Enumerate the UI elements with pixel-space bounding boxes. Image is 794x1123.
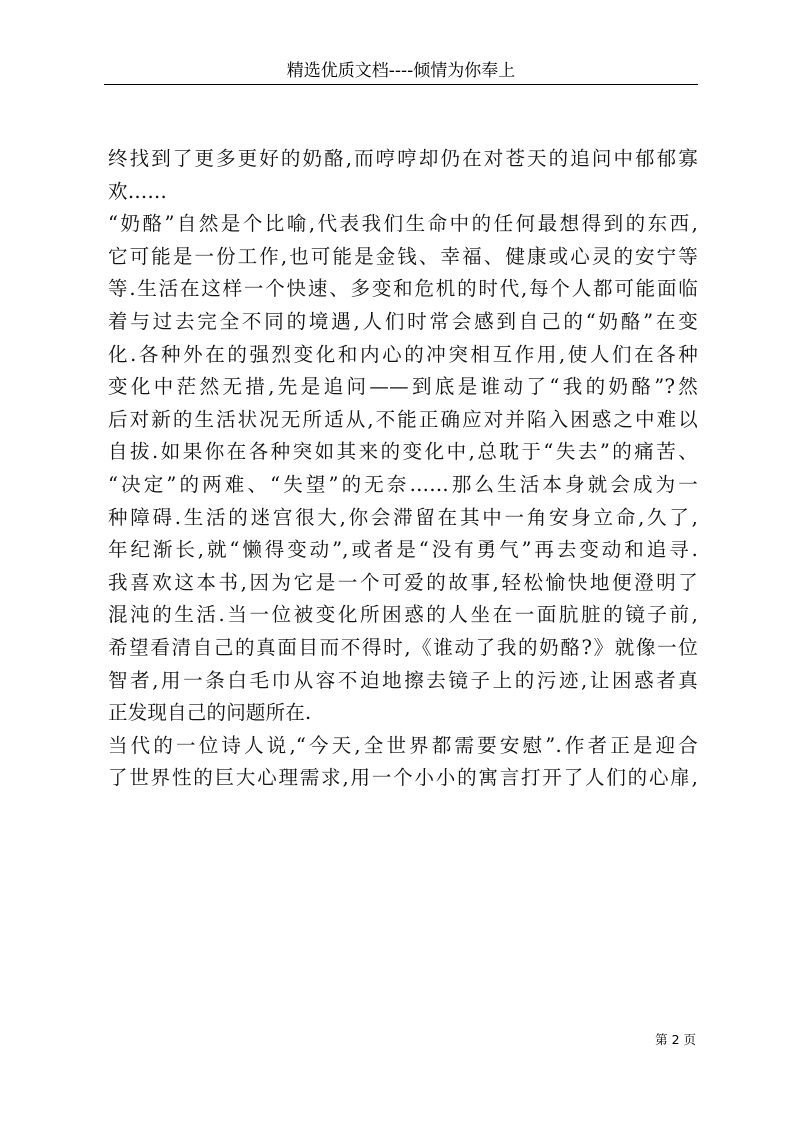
text-line: 希望看清自己的真面目而不得时,《谁动了我的奶酪?》就像一位 [108, 635, 698, 659]
text-line: 混沌的生活.当一位被变化所困惑的人坐在一面肮脏的镜子前, [108, 603, 698, 627]
text-line: 变化中茫然无措,先是追问——到底是谁动了“我的奶酪”?然 [108, 375, 698, 399]
text-line: 它可能是一份工作,也可能是金钱、幸福、健康或心灵的安宁等 [108, 244, 698, 268]
text-line: 种障碍.生活的迷宫很大,你会滞留在其中一角安身立命,久了, [108, 505, 698, 529]
text-line: 终找到了更多更好的奶酪,而哼哼却仍在对苍天的追问中郁郁寡 [108, 147, 698, 170]
text-line: 后对新的生活状况无所适从,不能正确应对并陷入困惑之中难以 [108, 407, 698, 431]
text-line: “决定”的两难、“失望”的无奈……那么生活本身就会成为一 [108, 472, 698, 496]
page-number: 第 2 页 [655, 1032, 696, 1047]
page-footer [600, 1032, 696, 1048]
text-line: 等.生活在这样一个快速、多变和危机的时代,每个人都可能面临 [108, 277, 698, 301]
text-line: 了世界性的巨大心理需求,用一个小小的寓言打开了人们的心扉, [108, 766, 698, 790]
text-line: 年纪渐长,就“懒得变动”,或者是“没有勇气”再去变动和追寻. [108, 538, 698, 562]
text-line: 自拔.如果你在各种突如其来的变化中,总耽于“失去”的痛苦、 [108, 440, 698, 464]
text-line: “奶酪”自然是个比喻,代表我们生命中的任何最想得到的东西, [108, 212, 698, 236]
text-line: 欢…… [108, 179, 168, 203]
text-line: 当代的一位诗人说,“今天,全世界都需要安慰”.作者正是迎合 [108, 733, 698, 757]
text-line: 正发现自己的问题所在. [108, 701, 312, 725]
text-line: 化.各种外在的强烈变化和内心的冲突相互作用,使人们在各种 [108, 342, 698, 366]
text-line: 我喜欢这本书,因为它是一个可爱的故事,轻松愉快地便澄明了 [108, 570, 698, 594]
document-body [108, 143, 698, 795]
header-divider [104, 84, 698, 85]
text-line: 着与过去完全不同的境遇,人们时常会感到自己的“奶酪”在变 [108, 309, 698, 333]
page-header [104, 60, 698, 82]
text-line: 智者,用一条白毛巾从容不迫地擦去镜子上的污迹,让困惑者真 [108, 668, 698, 692]
header-title: 精选优质文档----倾情为你奉上 [286, 61, 516, 81]
